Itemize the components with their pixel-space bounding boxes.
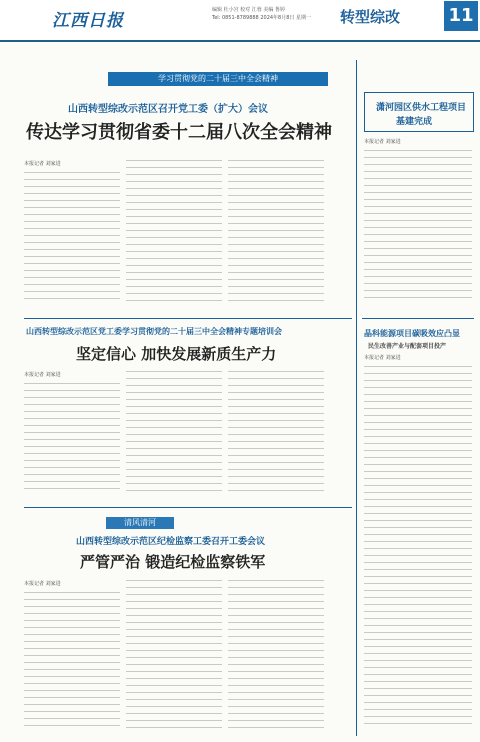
sidebar2-title-line2: 民生改善产业与配套项目投产 (368, 343, 447, 350)
article1-text-col2 (126, 160, 222, 310)
article2-text-col3 (228, 371, 324, 499)
divider (24, 507, 352, 508)
article3-subhead: 山西转型综改示范区纪检监察工委召开工委会议 (76, 537, 266, 547)
contact-date-info: Tel: 0851-8789888 2024年8月8日 星期一 (212, 15, 312, 21)
editor-info: 编辑 杜小宫 校对 江蓉 美编 鲁婷 (212, 7, 285, 13)
sidebar2-byline: 本报记者 刘家进 (364, 355, 401, 361)
article3-byline: 本报记者 刘家进 (24, 581, 61, 587)
divider (362, 318, 474, 319)
newspaper-logo: 江西日报 (52, 11, 124, 31)
article3-text-col1 (24, 592, 120, 734)
article1-headline: 传达学习贯彻省委十二届八次全会精神 (26, 122, 332, 143)
article1-text-col1 (24, 172, 120, 308)
article3-headline: 严管严治 锻造纪检监察铁军 (80, 553, 266, 571)
article2-subhead: 山西转型综改示范区党工委学习贯彻党的二十届三中全会精神专题培训会 (26, 327, 282, 336)
article1-byline: 本报记者 刘家进 (24, 161, 61, 167)
article3-text-col3 (228, 580, 324, 734)
section-title: 转型综改 (340, 8, 401, 26)
sidebar1-byline: 本报记者 刘家进 (364, 139, 401, 145)
article2-headline: 坚定信心 加快发展新质生产力 (76, 345, 277, 363)
article1-subhead: 山西转型综改示范区召开党工委（扩大）会议 (68, 104, 268, 115)
article2-byline: 本报记者 刘家进 (24, 372, 61, 378)
article2-text-col1 (24, 383, 120, 499)
column-separator (356, 60, 357, 736)
sidebar2-title-line1: 晶科能源项目碳吸效应凸显 (364, 329, 460, 338)
article2-text-col2 (126, 371, 222, 499)
column-tag: 清风清河 (106, 517, 174, 529)
article3-text-col2 (126, 580, 222, 734)
article1-text-col3 (228, 160, 324, 310)
topic-banner: 学习贯彻党的二十届三中全会精神 (108, 72, 328, 86)
masthead (0, 0, 480, 42)
sidebar1-text (364, 150, 472, 306)
sidebar1-title-line2: 基建完成 (396, 117, 433, 127)
divider (24, 318, 352, 319)
sidebar1-title-line1: 潇河园区供水工程项目 (376, 103, 467, 113)
page-number: 11 (444, 1, 478, 31)
sidebar2-text (364, 366, 472, 734)
